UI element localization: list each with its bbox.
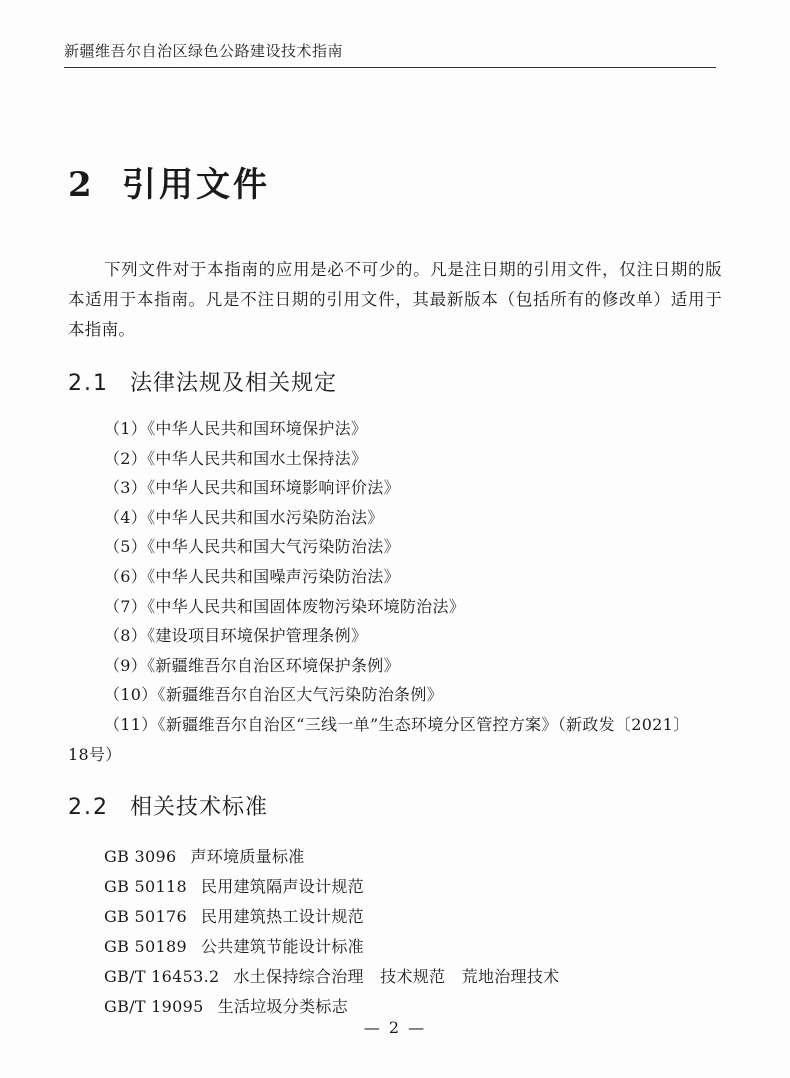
list-item-continuation: 18号） — [68, 744, 122, 764]
list-item: （8）《建设项目环境保护管理条例》 — [104, 626, 368, 646]
list-item — [68, 710, 724, 769]
list-item-line: （11）《新疆维吾尔自治区“三线一单”生态环境分区管控方案》（新政发〔2021〕 — [104, 714, 690, 734]
list-item: （9）《新疆维吾尔自治区环境保护条例》 — [104, 655, 400, 675]
standard-item — [104, 962, 724, 992]
list-item: （3）《中华人民共和国环境影响评价法》 — [104, 478, 400, 498]
standard-item — [104, 902, 724, 932]
standard-code: GB/T 19095 — [104, 997, 204, 1016]
standard-code: GB 50189 — [104, 937, 187, 956]
chapter-number: 2 — [68, 165, 95, 205]
intro-paragraph: 下列文件对于本指南的应用是必不可少的。凡是注日期的引用文件，仅注日期的版本适用于本指南。凡是不注日期的引用文件，其最新版本（包括所有的修改单）适用于本指南。 — [68, 260, 722, 339]
standard-code: GB/T 16453.2 — [104, 967, 220, 986]
list-item: （6）《中华人民共和国噪声污染防治法》 — [104, 566, 400, 586]
section-number: 2.2 — [68, 795, 109, 820]
list-item: （7）《中华人民共和国固体废物污染环境防治法》 — [104, 596, 466, 616]
standard-title: 公共建筑节能设计标准 — [200, 937, 364, 956]
chapter-title: 引用文件 — [122, 165, 270, 205]
section-title: 法律法规及相关规定 — [130, 371, 338, 396]
standard-code: GB 3096 — [104, 847, 177, 866]
standard-code: GB 50118 — [104, 877, 187, 896]
standard-item — [104, 932, 724, 962]
standard-title: 民用建筑热工设计规范 — [200, 907, 364, 926]
standard-title: 水土保持综合治理 技术规范 荒地治理技术 — [233, 967, 560, 986]
section-title: 相关技术标准 — [130, 795, 269, 820]
standard-item — [104, 872, 724, 902]
laws-list — [68, 414, 724, 769]
standard-title: 声环境质量标准 — [190, 847, 305, 866]
section-number: 2.1 — [68, 371, 109, 396]
list-item: （1）《中华人民共和国环境保护法》 — [104, 419, 368, 438]
section-heading-2-2 — [68, 790, 268, 821]
page-number: — 2 — — [363, 1018, 427, 1037]
standard-code: GB 50176 — [104, 907, 187, 926]
list-item: （4）《中华人民共和国水污染防治法》 — [104, 507, 384, 527]
running-header: 新疆维吾尔自治区绿色公路建设技术指南 — [64, 42, 344, 60]
section-heading-2-1 — [68, 366, 337, 397]
standard-title: 民用建筑隔声设计规范 — [200, 877, 364, 896]
standards-list — [104, 842, 724, 1022]
standard-item — [104, 842, 724, 872]
list-item: （2）《中华人民共和国水土保持法》 — [104, 448, 368, 468]
standard-title: 生活垃圾分类标志 — [217, 997, 348, 1016]
list-item: （10）《新疆维吾尔自治区大气污染防治条例》 — [104, 685, 443, 705]
list-item: （5）《中华人民共和国大气污染防治法》 — [104, 537, 400, 557]
header-rule — [64, 67, 716, 68]
chapter-heading — [68, 157, 270, 206]
